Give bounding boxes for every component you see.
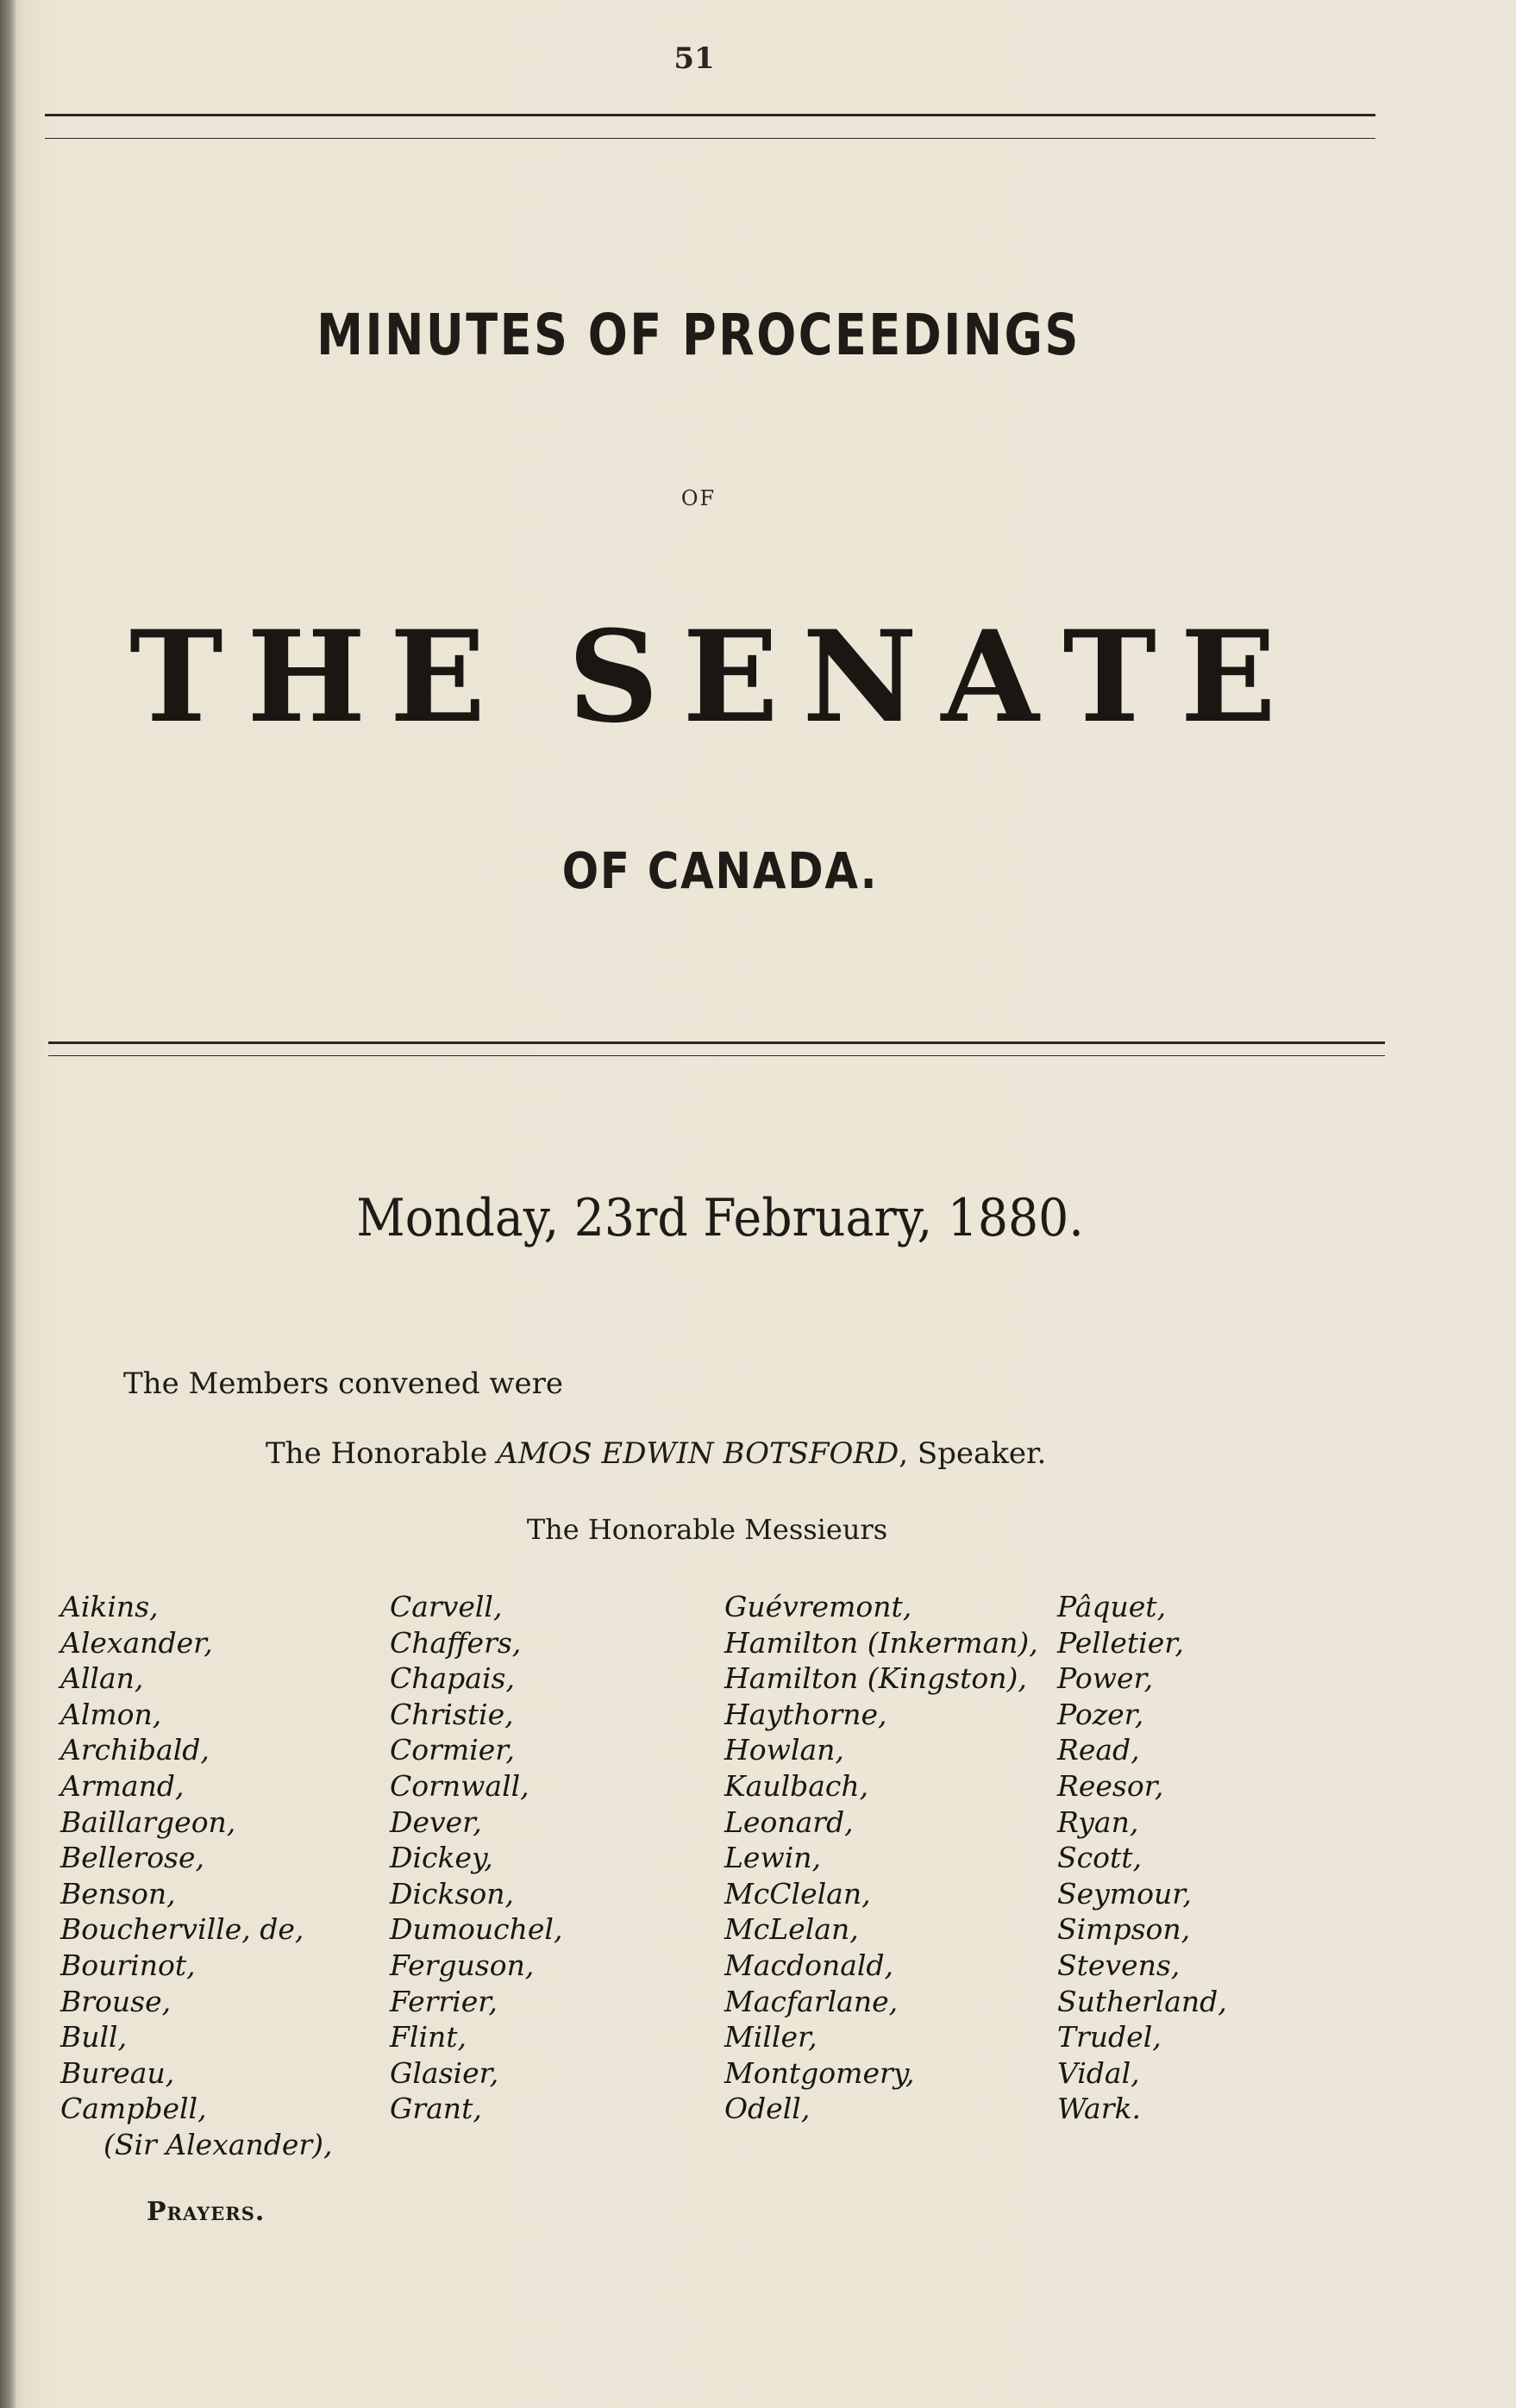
member-name: Pâquet, — [1057, 1590, 1167, 1623]
member-name: Alexander, — [60, 1625, 213, 1660]
member-name: Aikins, — [60, 1590, 159, 1623]
senate-letter-gap — [510, 604, 544, 751]
senate-letter: E — [682, 604, 779, 751]
member-name: Cornwall, — [390, 1768, 529, 1803]
members-column-1 — [60, 1589, 333, 2163]
member-name: Macfarlane, — [724, 1984, 899, 2018]
member-name: Odell, — [724, 2092, 811, 2126]
member-name: McClelan, — [724, 1876, 871, 1911]
senate-letter: A — [941, 604, 1039, 751]
member-name: Pelletier, — [1057, 1625, 1184, 1660]
speaker-prefix: The Honorable — [266, 1436, 488, 1471]
member-name: Bull, — [60, 2020, 128, 2055]
member-name: Simpson, — [1057, 1912, 1191, 1947]
senate-letter: E — [1180, 604, 1276, 751]
speaker-suffix: , Speaker. — [899, 1436, 1047, 1471]
page-number: 51 — [673, 41, 715, 76]
member-name: Montgomery, — [724, 2055, 915, 2090]
member-name: Trudel, — [1057, 2020, 1162, 2055]
member-name: Reesor, — [1057, 1768, 1164, 1803]
member-name: Seymour, — [1057, 1876, 1192, 1911]
member-name: Stevens, — [1057, 1948, 1181, 1982]
senate-letter: T — [1062, 604, 1157, 751]
member-name: Grant, — [390, 2092, 482, 2126]
member-name: Kaulbach, — [724, 1768, 869, 1803]
member-name: Chaffers, — [390, 1625, 522, 1660]
member-name: Bourinot, — [60, 1948, 196, 1982]
member-name: Campbell, — [60, 2092, 207, 2126]
heading-minutes-of-proceedings: MINUTES OF PROCEEDINGS — [316, 302, 1081, 368]
member-name: Armand, — [60, 1768, 185, 1803]
speaker-name: AMOS EDWIN BOTSFORD — [497, 1436, 899, 1471]
member-name: Ferguson, — [390, 1948, 535, 1982]
member-name: Chapais, — [390, 1661, 515, 1696]
member-name: McLelan, — [724, 1912, 859, 1947]
member-name: Haythorne, — [724, 1697, 887, 1731]
member-name: Dever, — [390, 1804, 482, 1839]
member-name: Carvell, — [390, 1590, 503, 1623]
senate-letter: E — [389, 604, 486, 751]
member-name: Hamilton (Inkerman), — [724, 1625, 1038, 1660]
member-name: Read, — [1057, 1733, 1140, 1767]
member-name: Dickey, — [390, 1841, 493, 1875]
member-name: Flint, — [390, 2020, 467, 2055]
member-name: Macdonald, — [724, 1948, 894, 1982]
member-name: Sutherland, — [1057, 1984, 1227, 2018]
senate-letter: H — [247, 604, 366, 751]
top-rule-thin — [45, 138, 1375, 139]
senate-letter: S — [567, 604, 659, 751]
prayers-heading: Prayers. — [147, 2197, 266, 2227]
member-name: Scott, — [1057, 1841, 1142, 1875]
member-name: Vidal, — [1057, 2055, 1140, 2090]
member-name: Miller, — [724, 2020, 818, 2055]
member-name: Lewin, — [724, 1841, 821, 1875]
member-name: Bureau, — [60, 2055, 175, 2090]
member-name: Glasier, — [390, 2055, 499, 2090]
top-rule — [45, 114, 1375, 116]
senate-letter: N — [802, 604, 918, 751]
member-name-continuation: (Sir Alexander), — [103, 2127, 333, 2161]
member-name: Hamilton (Kingston), — [724, 1661, 1027, 1696]
heading-the-senate — [129, 604, 1276, 751]
member-name: Dumouchel, — [390, 1912, 563, 1947]
member-name: Cormier, — [390, 1733, 515, 1767]
member-name: Christie, — [390, 1697, 514, 1731]
member-name: Dickson, — [390, 1876, 515, 1911]
sitting-date: Monday, 23rd February, 1880. — [356, 1188, 1084, 1248]
member-name: Boucherville, de, — [60, 1912, 304, 1947]
heading-of: OF — [680, 486, 717, 510]
member-name: Baillargeon, — [60, 1804, 236, 1839]
honorable-messieurs-label: The Honorable Messieurs — [526, 1513, 888, 1546]
member-name: Guévremont, — [724, 1590, 912, 1623]
members-column-2 — [390, 1589, 562, 2127]
heading-of-canada: OF CANADA. — [561, 841, 879, 900]
member-name: Allan, — [60, 1661, 144, 1696]
senate-letter: T — [129, 604, 223, 751]
speaker-line — [266, 1436, 1046, 1471]
members-convened-label: The Members convened were — [123, 1367, 563, 1401]
member-name: Howlan, — [724, 1733, 844, 1767]
middle-rule — [48, 1041, 1385, 1044]
member-name: Pozer, — [1057, 1697, 1144, 1731]
member-name: Ryan, — [1057, 1804, 1139, 1839]
member-name: Power, — [1057, 1661, 1154, 1696]
member-name: Wark. — [1057, 2092, 1141, 2126]
member-name: Benson, — [60, 1876, 176, 1911]
middle-rule-thin — [48, 1055, 1385, 1056]
member-name: Brouse, — [60, 1984, 172, 2018]
member-name: Leonard, — [724, 1804, 854, 1839]
members-column-4 — [1057, 1589, 1227, 2127]
member-name: Almon, — [60, 1697, 162, 1731]
book-spine-edge — [0, 0, 16, 2408]
member-name: Archibald, — [60, 1733, 210, 1767]
member-name: Ferrier, — [390, 1984, 498, 2018]
member-name: Bellerose, — [60, 1841, 205, 1875]
members-column-3 — [724, 1589, 1038, 2127]
